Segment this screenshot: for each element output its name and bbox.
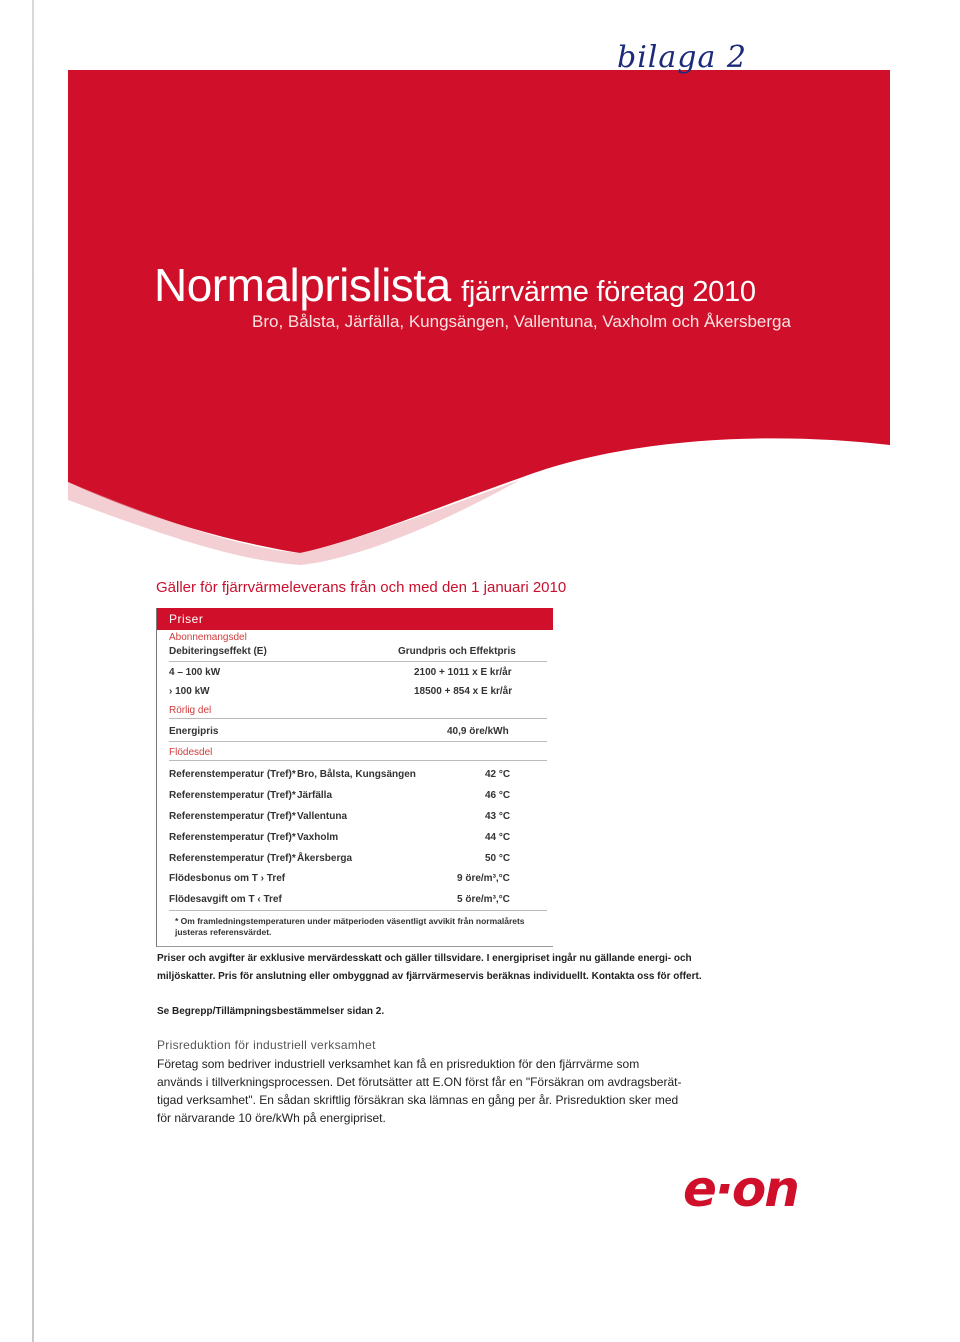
section-subscription: Abonnemangsdel [169,632,247,643]
flow-fee-label [169,894,282,905]
notes-line-1: Priser och avgifter är exklusive mervärdesskatt och gäller tillsvidare. I energipriset ingår nu gällande energi- och [157,953,692,964]
eon-logo: e·on [683,1160,798,1218]
validity-heading: Gäller för fjärrvärmeleverans från och med den 1 januari 2010 [156,579,567,596]
energy-price-value: 40,9 öre/kWh [447,726,509,737]
ref-temp-label [169,769,296,780]
subscription-row-2-label [169,686,210,697]
ref-temp-location: Bro, Bålsta, Kungsängen [297,769,416,780]
flow-bonus-value: 9 öre/m³,°C [457,873,510,884]
section-variable: Rörlig del [169,705,212,716]
section-flow: Flödesdel [169,747,213,758]
divider [169,661,547,662]
notes-line-2: miljöskatter. Pris för anslutning eller ombyggnad av fjärrvärmeservis beräknas individuellt. Kontakta oss för offert. [157,971,702,982]
title-sub: fjärrvärme företag 2010 [461,276,756,308]
ref-temp-label-text: Referenstemperatur (Tref)* [169,853,296,864]
reduction-line-3: tigad verksamhet". En sådan skriftlig försäkran ska lämnas en gång per år. Prisreduktion sker med [157,1093,679,1107]
col-right-header: Grundpris och Effektpris [398,646,516,657]
ref-temp-value: 44 °C [485,832,511,843]
ref-temp-value: 50 °C [485,853,511,864]
ref-temp-value: 43 °C [485,811,511,822]
divider [169,910,547,911]
energy-price-label [169,726,218,737]
subscription-row-1-value: 2100 + 1011 x E kr/år [414,667,512,678]
subscription-row-1-label-text: 4 – 100 kW [169,667,221,678]
flow-bonus-label [169,873,285,884]
col-left-header [169,646,267,657]
subscription-row-2-value: 18500 + 854 x E kr/år [414,686,513,697]
ref-temp-value: 42 °C [485,769,511,780]
flow-fee-label-text: Flödesavgift om T ‹ Tref [169,894,282,905]
ref-temp-location: Vallentuna [297,811,348,822]
reduction-heading: Prisreduktion för industriell verksamhet [157,1038,376,1052]
flow-bonus-label-text: Flödesbonus om T › Tref [169,873,286,884]
ref-temp-label [169,790,296,801]
reduction-line-4: för närvarande 10 öre/kWh på energipriset. [157,1111,386,1125]
footnote-line-2: justeras referensvärdet. [175,927,272,937]
ref-temp-label-text: Referenstemperatur (Tref)* [169,832,296,843]
divider [169,741,547,742]
ref-temp-label [169,811,296,822]
footnote-line-1: * Om framledningstemperaturen under mätperioden väsentligt avvikit från normalårets [175,916,525,926]
price-box-header: Priser [157,608,553,630]
ref-temp-location: Vaxholm [297,832,339,843]
reduction-line-1: Företag som bedriver industriell verksamhet kan få en prisreduktion för den fjärrvärme som [157,1057,640,1071]
title-line [154,258,854,312]
reduction-line-2: används i tillverkningsprocessen. Det förutsätter att E.ON först får en "Försäkran om avdragsberät- [157,1075,682,1089]
divider [169,760,547,761]
energy-price-label-text: Energipris [169,726,219,737]
ref-temp-label [169,832,296,843]
divider [169,718,547,719]
ref-temp-label-text: Referenstemperatur (Tref)* [169,790,296,801]
see-also: Se Begrepp/Tillämpningsbestämmelser sidan 2. [157,1006,385,1017]
ref-temp-location: Järfälla [297,790,333,801]
handwritten-note: bilaga 2 [617,40,747,75]
title-main: Normalprislista [154,259,451,311]
ref-temp-label [169,853,296,864]
subscription-row-2-label-text: › 100 kW [169,686,210,697]
ref-temp-label-text: Referenstemperatur (Tref)* [169,769,296,780]
flow-fee-value: 5 öre/m³,°C [457,894,510,905]
ref-temp-value: 46 °C [485,790,511,801]
ref-temp-label-text: Referenstemperatur (Tref)* [169,811,296,822]
ref-temp-location: Åkersberga [297,853,353,864]
banner-subtitle: Bro, Bålsta, Järfälla, Kungsängen, Vallentuna, Vaxholm och Åkersberga [252,312,791,331]
subscription-row-1-label [169,667,220,678]
price-box [156,608,553,947]
title-block [154,258,854,312]
col-left-header-text: Debiteringseffekt (E) [169,646,267,657]
